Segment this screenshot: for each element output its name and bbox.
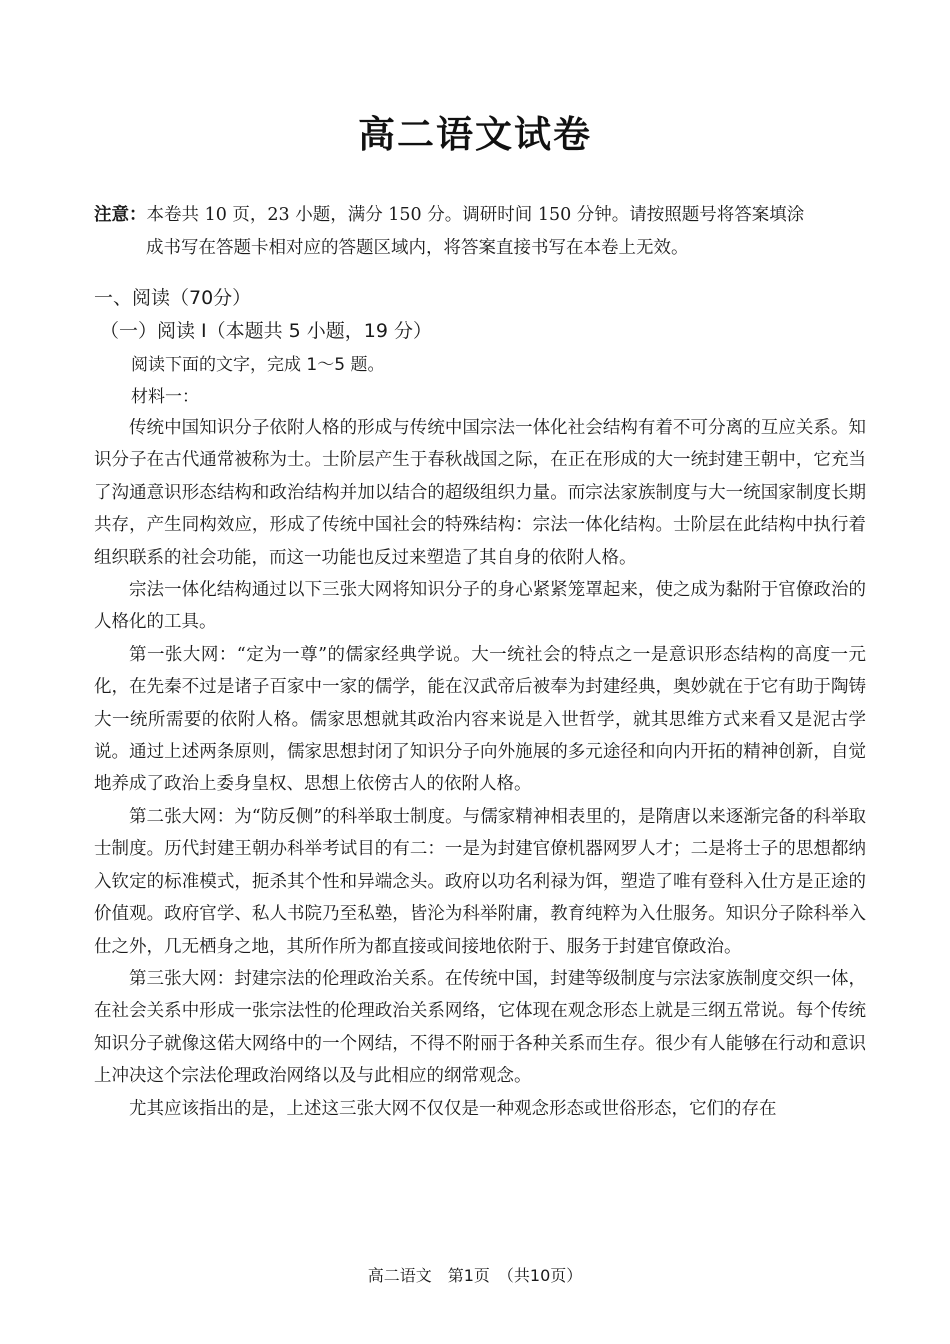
paragraph: 传统中国知识分子依附人格的形成与传统中国宗法一体化社会结构有着不可分离的互应关系。知识分子在古代通常被称为士。士阶层产生于春秋战国之际，在正在形成的大一统封建王朝中，它充当了沟通意识形态结构和政治结构并加以结合的超级组织力量。而宗法家族制度与大一统国家制度长期共存，产生同构效应，形成了传统中国社会的特殊结构：宗法一体化结构。士阶层在此结构中执行着组织联系的社会功能，而这一功能也反过来塑造了其自身的依附人格。 [94,418,866,568]
notice-text-1: 本卷共 10 页，23 小题，满分 150 分。调研时间 150 分钟。请按照题号将答案填涂 [146,205,805,225]
notice-block [94,199,864,265]
paragraph: 第三张大网：封建宗法的伦理政治关系。在传统中国，封建等级制度与宗法家族制度交织一体，在社会关系中形成一张宗法性的伦理政治关系网络，它体现在观念形态上就是三纲五常说。每个传统知识分子就像这偌大网络中的一个网结，不得不附丽于各种关系而生存。很少有人能够在行动和意识上冲决这个宗法伦理政治网络以及与此相应的纲常观念。 [94,968,866,1087]
material-label: 材料一： [131,387,199,407]
page-footer: 高二语文 第1页 （共10页） [367,1266,583,1285]
paragraph: 第二张大网：为“防反侧”的科举取士制度。与儒家精神相表里的，是隋唐以来逐渐完备的科举取士制度。历代封建王朝办科举考试目的有二：一是为封建官僚机器网罗人才；二是将士子的思想都纳入钦定的标准模式，扼杀其个性和异端念头。政府以功名利禄为饵，塑造了唯有登科入仕方是正途的价值观。政府官学、私人书院乃至私塾，皆沦为科举附庸，教育纯粹为入仕服务。知识分子除科举入仕之外，几无栖身之地，其所作所为都直接或间接地依附于、服务于封建官僚政治。 [94,806,866,957]
notice-line-2: 成书写在答题卡相对应的答题区域内，将答案直接书写在本卷上无效。 [146,238,689,258]
paragraph: 尤其应该指出的是，上述这三张大网不仅仅是一种观念形态或世俗形态，它们的存在 [129,1098,777,1119]
subsection-heading: （一）阅读 I（本题共 5 小题，19 分） [100,320,433,342]
reading-instruction: 阅读下面的文字，完成 1～5 题。 [131,355,385,375]
page-title: 高二语文试卷 [358,113,592,156]
notice-line-1 [94,199,864,232]
paragraph: 第一张大网：“定为一尊”的儒家经典学说。大一统社会的特点之一是意识形态结构的高度一元化，在先秦不过是诸子百家中一家的儒学，能在汉武帝后被奉为封建经典，奥妙就在于它有助于陶铸大一统所需要的依附人格。儒家思想就其政治内容来说是入世哲学，就其思维方式来看又是泥古学说。通过上述两条原则，儒家思想封闭了知识分子向外施展的多元途径和向内开拓的精神创新，自觉地养成了政治上委身皇权、思想上依傍古人的依附人格。 [94,644,866,795]
paragraph: 宗法一体化结构通过以下三张大网将知识分子的身心紧紧笼罩起来，使之成为黏附于官僚政治的人格化的工具。 [94,580,866,633]
notice-label: 注意： [94,205,147,225]
reading-passage [94,412,866,1125]
section-heading: 一、阅读（70分） [94,287,252,309]
